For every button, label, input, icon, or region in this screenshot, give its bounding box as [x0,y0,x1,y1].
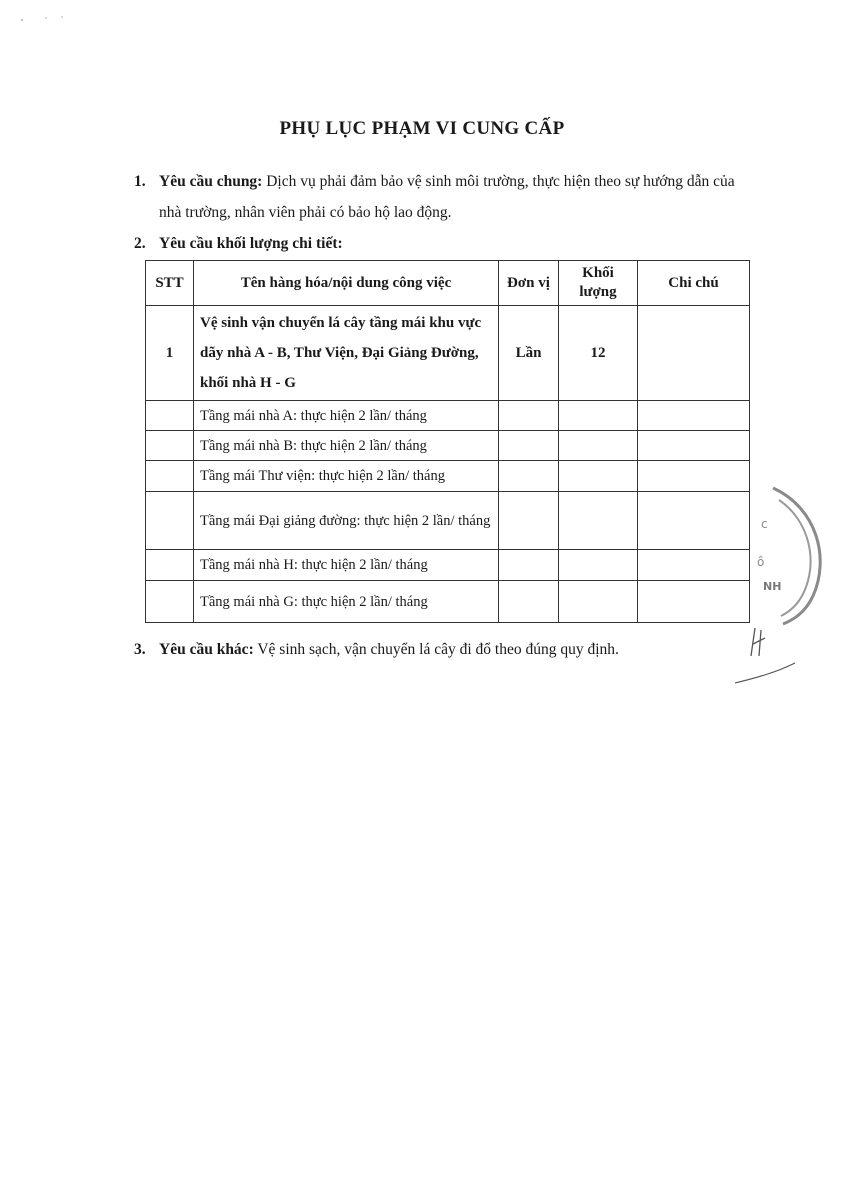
stamp-fragment-text: NH [763,580,782,593]
table-row [146,401,750,431]
header-stt: STT [146,261,194,306]
header-quantity: Khối lượng [559,261,638,306]
section-label: Yêu cầu khối lượng chi tiết: [159,235,343,252]
section-number: 1. [134,173,146,190]
section-label: Yêu cầu khác: [159,641,254,658]
section-content [159,166,754,228]
row-quantity [559,581,638,623]
table-row [146,581,750,623]
header-unit: Đơn vị [499,261,559,306]
row-unit [499,401,559,431]
row-item-name: Vệ sinh vận chuyển lá cây tầng mái khu vực dãy nhà A - B, Thư Viện, Đại Giảng Đường, khối nhà H - G [194,306,499,401]
table-row [146,550,750,581]
header-note: Chi chú [638,261,750,306]
section-general-requirements [134,166,754,228]
section-other-requirements [134,634,754,665]
section-text: Dịch vụ phải đảm bảo vệ sinh môi trường, thực hiện theo sự hướng dẫn của nhà trường, nhân viên phải có bảo hộ lao động. [159,173,735,221]
row-stt: 1 [146,306,194,401]
row-note [638,306,750,401]
row-quantity [559,461,638,492]
section-number: 3. [134,641,146,658]
row-unit: Lần [499,306,559,401]
row-item-name: Tầng mái nhà A: thực hiện 2 lần/ tháng [194,401,499,431]
row-item-name: Tầng mái nhà H: thực hiện 2 lần/ tháng [194,550,499,581]
row-unit [499,492,559,550]
row-quantity [559,431,638,461]
row-note [638,550,750,581]
row-stt [146,492,194,550]
table-header-row [146,261,750,306]
scan-noise-marks [18,14,78,26]
section-detailed-volume [134,228,754,259]
row-quantity [559,401,638,431]
row-stt [146,431,194,461]
row-stt [146,550,194,581]
section-content [159,634,754,665]
row-unit [499,550,559,581]
row-item-name: Tầng mái Thư viện: thực hiện 2 lần/ tháng [194,461,499,492]
row-item-name: Tầng mái Đại giảng đường: thực hiện 2 lần/ tháng [194,492,499,550]
row-quantity: 12 [559,306,638,401]
stamp-and-signature [735,478,835,693]
svg-text:ô: ô [757,555,765,569]
page-title: PHỤ LỤC PHẠM VI CUNG CẤP [279,118,565,139]
row-note [638,431,750,461]
requirements-table [145,260,750,623]
row-stt [146,581,194,623]
section-text: Vệ sinh sạch, vận chuyển lá cây đi đổ theo đúng quy định. [257,641,619,658]
table-row [146,492,750,550]
row-note [638,581,750,623]
section-content [159,228,754,259]
row-note [638,461,750,492]
header-item-name: Tên hàng hóa/nội dung công việc [194,261,499,306]
row-item-name: Tầng mái nhà B: thực hiện 2 lần/ tháng [194,431,499,461]
row-unit [499,431,559,461]
row-stt [146,401,194,431]
svg-text:ⅽ: ⅽ [761,517,768,531]
table-row [146,461,750,492]
section-number: 2. [134,235,146,252]
row-stt [146,461,194,492]
row-item-name: Tầng mái nhà G: thực hiện 2 lần/ tháng [194,581,499,623]
row-unit [499,461,559,492]
row-unit [499,581,559,623]
row-quantity [559,492,638,550]
row-quantity [559,550,638,581]
table-row [146,306,750,401]
row-note [638,401,750,431]
row-note [638,492,750,550]
section-label: Yêu cầu chung: [159,173,263,190]
table-row [146,431,750,461]
